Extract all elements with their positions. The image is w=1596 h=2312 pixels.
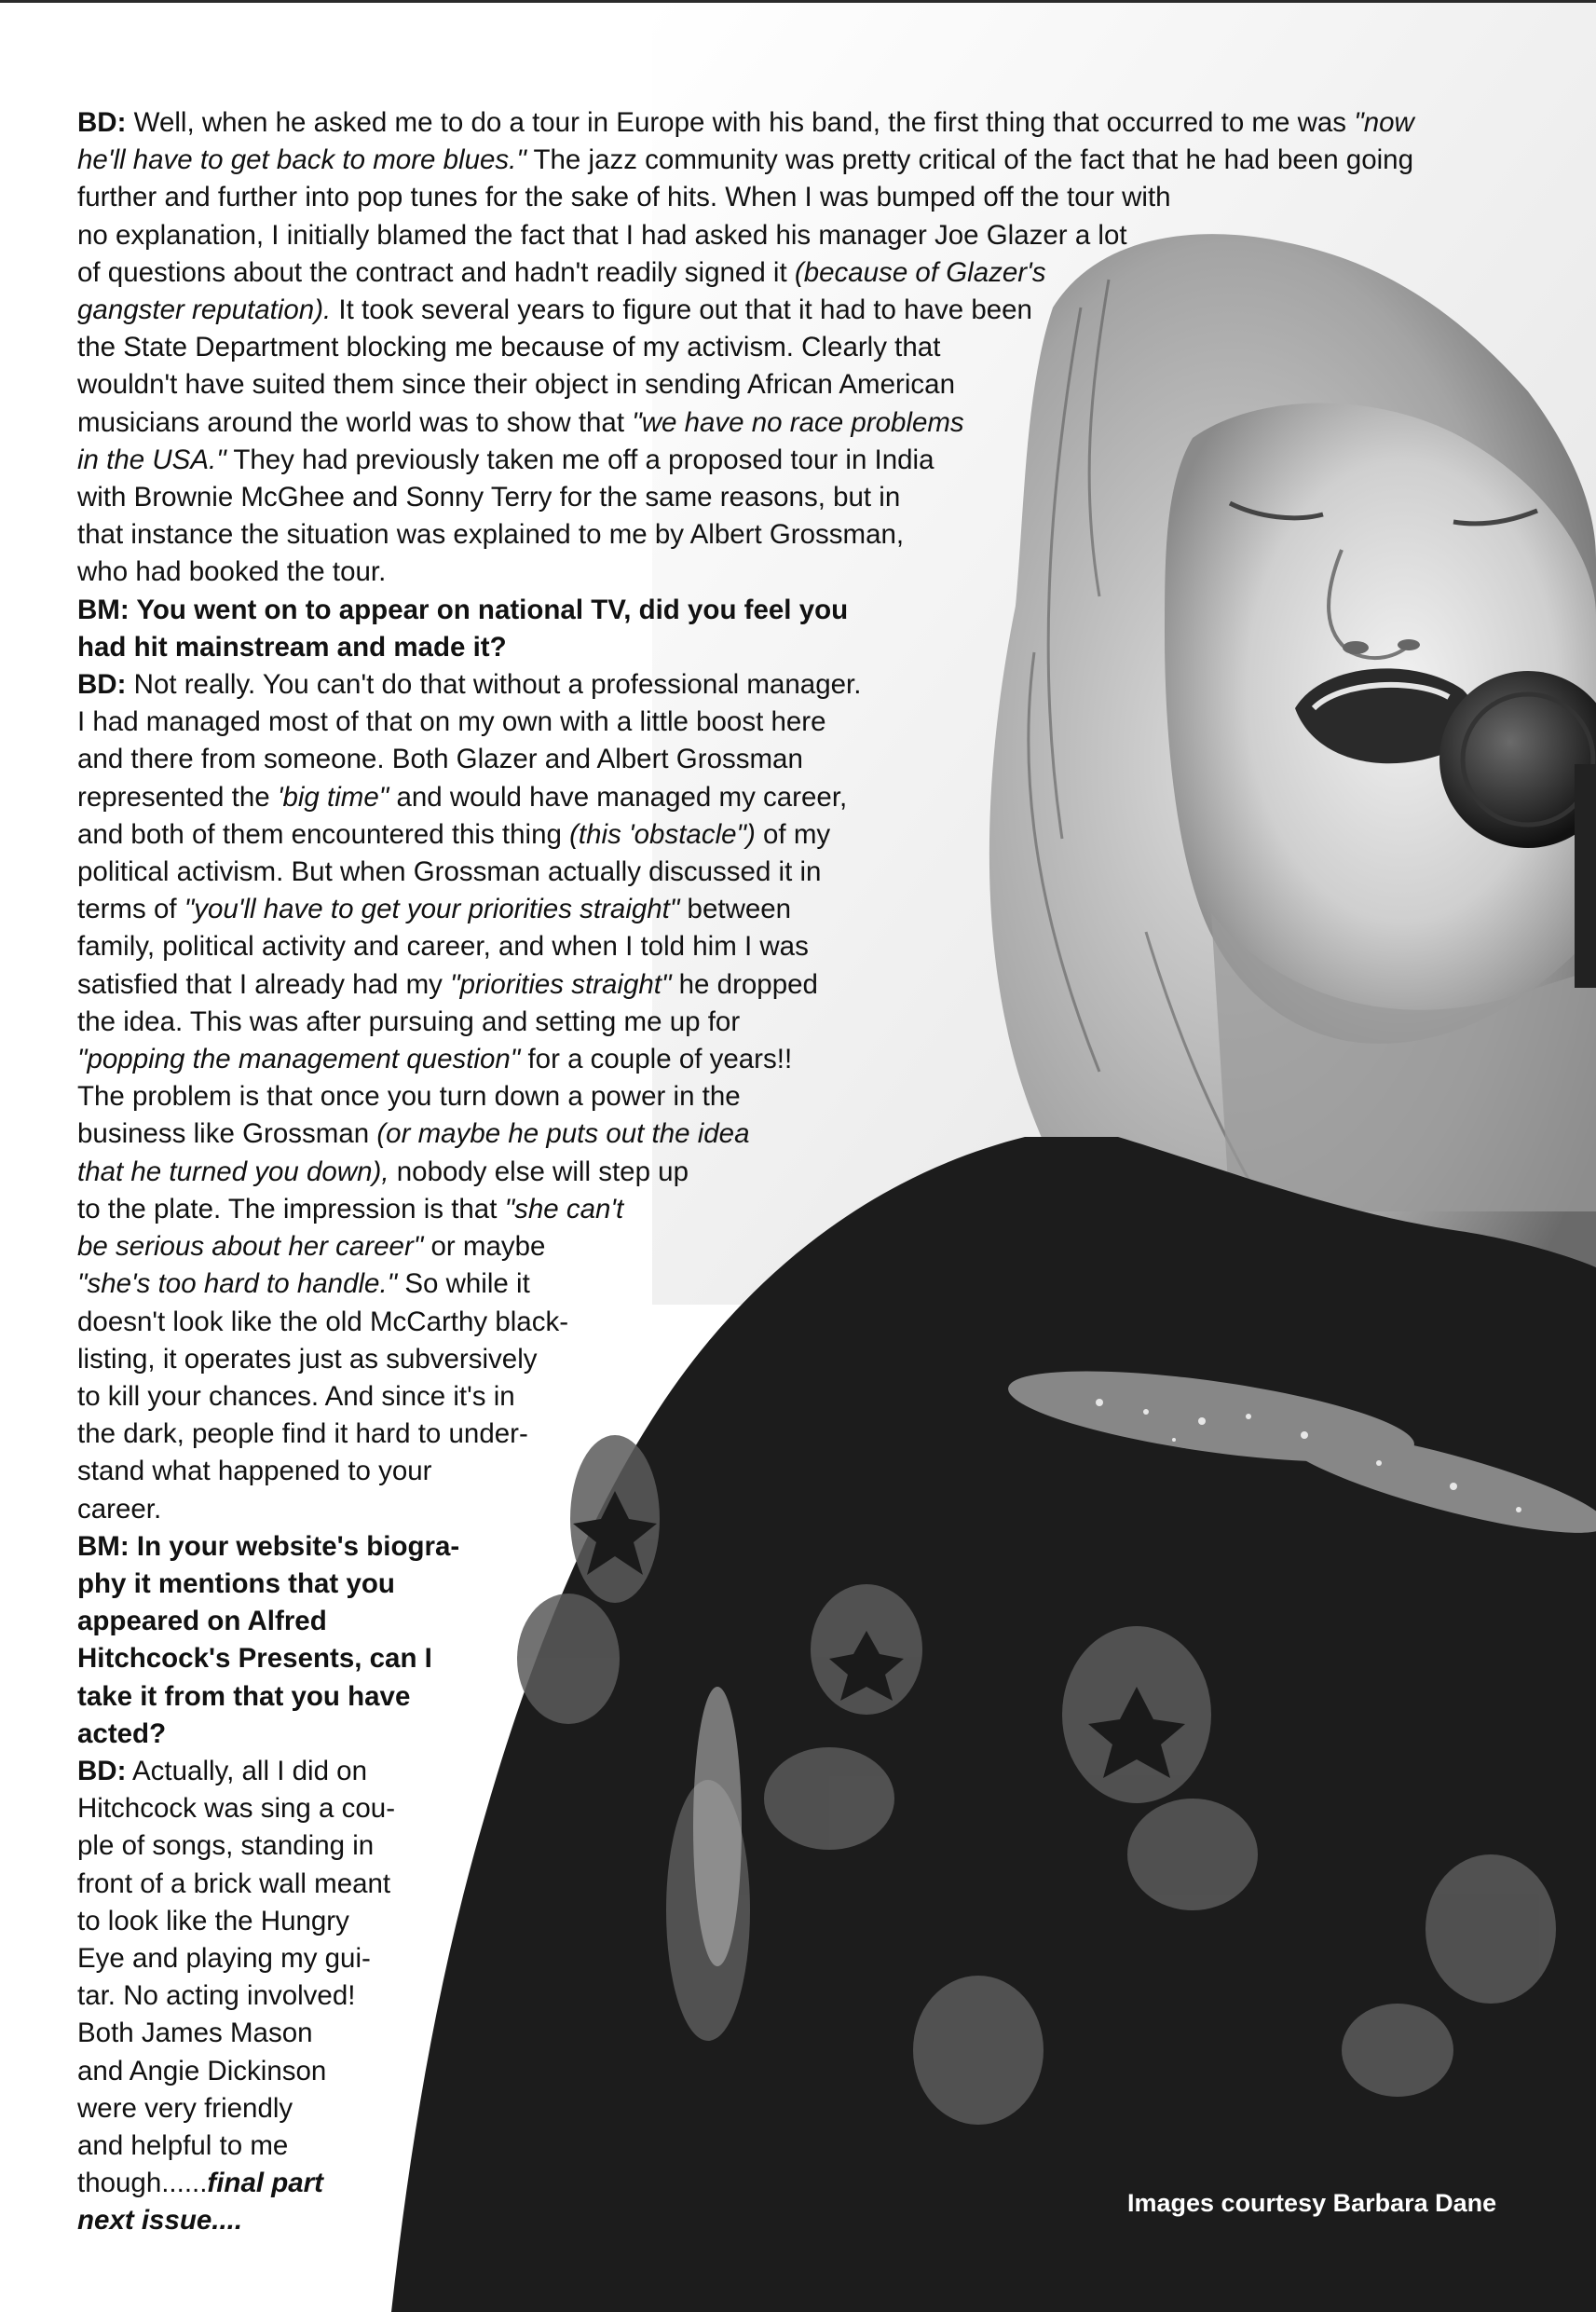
text-segment: though...... <box>77 2168 208 2199</box>
text-line <box>77 816 1494 854</box>
text-segment: 'big time" <box>277 781 389 813</box>
text-segment: BM: In your website's biogra- <box>77 1530 460 1562</box>
text-segment: the idea. This was after pursuing and setting me up for <box>77 1006 741 1037</box>
text-line <box>77 1940 1494 1977</box>
text-line <box>77 516 1494 554</box>
text-segment: appeared on Alfred <box>77 1606 327 1637</box>
text-segment: stand what happened to your <box>77 1456 432 1487</box>
text-line <box>77 442 1494 479</box>
text-segment: ple of songs, standing in <box>77 1830 375 1862</box>
text-segment: "she's too hard to handle." <box>77 1268 398 1300</box>
text-line <box>77 1078 1494 1115</box>
text-segment: "you'll have to get your priorities straight" <box>184 894 680 925</box>
text-line <box>77 1041 1494 1078</box>
text-line <box>77 1378 1494 1416</box>
text-segment: BM: You went on to appear on national TV, did you feel you <box>77 594 849 625</box>
text-segment: satisfied that I already had my <box>77 968 451 1000</box>
text-segment: "popping the management question" <box>77 1044 521 1075</box>
text-segment: terms of <box>77 894 184 925</box>
text-line <box>77 2090 1494 2127</box>
text-line <box>77 1753 1494 1790</box>
text-line <box>77 1566 1494 1603</box>
text-segment: (or maybe he puts out the idea <box>376 1118 750 1150</box>
text-line <box>77 1716 1494 1753</box>
text-segment: were very friendly <box>77 2092 293 2124</box>
text-segment: Actually, all I did on <box>126 1755 367 1786</box>
text-line <box>77 1453 1494 1490</box>
text-line <box>77 1678 1494 1716</box>
text-line <box>77 292 1494 329</box>
text-line <box>77 1004 1494 1041</box>
text-line <box>77 217 1494 254</box>
text-segment: front of a brick wall meant <box>77 1867 391 1899</box>
text-line <box>77 1903 1494 1940</box>
text-segment: "now <box>1354 107 1414 138</box>
text-segment: (because of Glazer's <box>794 256 1046 288</box>
text-segment: So while it <box>397 1268 530 1300</box>
text-line <box>77 1191 1494 1228</box>
text-segment: business like Grossman <box>77 1118 377 1150</box>
text-segment: that he turned you down), <box>77 1156 389 1187</box>
text-line <box>77 1341 1494 1378</box>
text-segment: (this 'obstacle") <box>569 818 756 850</box>
text-line <box>77 592 1494 629</box>
text-line <box>77 854 1494 891</box>
text-line <box>77 554 1494 591</box>
text-segment: to kill your chances. And since it's in <box>77 1380 515 1412</box>
text-segment: the State Department blocking me because of my activism. Clearly that <box>77 332 941 363</box>
text-line <box>77 704 1494 741</box>
text-segment: BD: <box>77 107 127 138</box>
text-line <box>77 2053 1494 2090</box>
text-segment: and helpful to me <box>77 2129 289 2161</box>
text-line <box>77 404 1494 442</box>
text-line <box>77 104 1494 142</box>
text-segment: represented the <box>77 781 278 813</box>
text-segment: of questions about the contract and hadn't readily signed it <box>77 256 795 288</box>
text-segment: with Brownie McGhee and Sonny Terry for the same reasons, but in <box>77 482 901 513</box>
text-segment: the dark, people find it hard to under- <box>77 1418 528 1450</box>
text-segment: gangster reputation). <box>77 294 332 326</box>
text-line <box>77 1528 1494 1566</box>
text-segment: for a couple of years!! <box>520 1044 793 1075</box>
text-segment: to look like the Hungry <box>77 1905 349 1936</box>
text-segment: and there from someone. Both Glazer and Albert Grossman <box>77 744 803 775</box>
text-segment: be serious about her career" <box>77 1231 424 1263</box>
text-segment: take it from that you have <box>77 1680 411 1712</box>
text-line <box>77 1228 1494 1265</box>
text-segment: doesn't look like the old McCarthy black- <box>77 1306 569 1337</box>
top-rule <box>0 0 1596 3</box>
text-line <box>77 179 1494 216</box>
text-line <box>77 741 1494 778</box>
text-line <box>77 254 1494 292</box>
interview-text <box>77 104 1497 2240</box>
text-segment: to the plate. The impression is that <box>77 1193 505 1224</box>
text-segment: he dropped <box>671 968 818 1000</box>
text-segment: had hit mainstream and made it? <box>77 631 507 663</box>
text-segment: next issue.... <box>77 2205 243 2237</box>
text-line <box>77 329 1494 366</box>
text-line <box>77 779 1494 816</box>
text-segment: further and further into pop tunes for the sake of hits. When I was bumped off the tour with <box>77 182 1171 213</box>
text-segment: Not really. You can't do that without a professional manager. <box>126 669 862 701</box>
text-segment: who had booked the tour. <box>77 556 387 588</box>
text-segment: he'll have to get back to more blues." <box>77 144 526 176</box>
text-line <box>77 891 1494 928</box>
text-line <box>77 1790 1494 1827</box>
text-line <box>77 1827 1494 1865</box>
text-line <box>77 629 1494 666</box>
text-segment: final part <box>207 2168 323 2199</box>
text-segment: no explanation, I initially blamed the fact that I had asked his manager Joe Glazer a lot <box>77 219 1127 251</box>
text-segment: family, political activity and career, and when I told him I was <box>77 931 809 963</box>
text-segment: political activism. But when Grossman actually discussed it in <box>77 856 822 888</box>
text-segment: or maybe <box>423 1231 546 1263</box>
text-segment: "we have no race problems <box>632 406 964 438</box>
text-segment: "priorities straight" <box>450 968 672 1000</box>
text-segment: The jazz community was pretty critical of the fact that he had been going <box>525 144 1413 176</box>
text-line <box>77 666 1494 704</box>
text-segment: Hitchcock was sing a cou- <box>77 1793 396 1825</box>
text-line <box>77 1866 1494 1903</box>
text-segment: BD: <box>77 1755 127 1786</box>
text-segment: that instance the situation was explained to me by Albert Grossman, <box>77 519 905 551</box>
text-line <box>77 2127 1494 2165</box>
text-line <box>77 1115 1494 1153</box>
text-segment: career. <box>77 1493 162 1525</box>
text-segment: in the USA." <box>77 444 226 475</box>
text-segment: Well, when he asked me to do a tour in Europe with his band, the first thing that occurred to me was <box>126 107 1355 138</box>
text-line <box>77 2015 1494 2052</box>
text-segment: acted? <box>77 1717 167 1749</box>
text-segment: wouldn't have suited them since their object in sending African American <box>77 369 955 401</box>
text-segment: and both of them encountered this thing <box>77 818 570 850</box>
text-line <box>77 966 1494 1004</box>
text-line <box>77 1265 1494 1303</box>
text-segment: Eye and playing my gui- <box>77 1942 371 1974</box>
text-line <box>77 1640 1494 1677</box>
text-segment: They had previously taken me off a proposed tour in India <box>225 444 934 475</box>
text-segment: It took several years to figure out that it had to have been <box>331 294 1032 326</box>
text-segment: I had managed most of that on my own with a little boost here <box>77 706 826 738</box>
text-line <box>77 1977 1494 2015</box>
text-segment: Both James Mason <box>77 2018 313 2049</box>
text-line <box>77 1304 1494 1341</box>
text-segment: musicians around the world was to show that <box>77 406 633 438</box>
text-line <box>77 928 1494 965</box>
text-segment: of my <box>755 818 831 850</box>
text-line <box>77 1491 1494 1528</box>
text-segment: BD: <box>77 669 127 701</box>
text-segment: tar. No acting involved! <box>77 1980 356 2012</box>
text-segment: The problem is that once you turn down a power in the <box>77 1081 741 1113</box>
image-credit: Images courtesy Barbara Dane <box>1127 2189 1497 2217</box>
text-segment: Hitchcock's Presents, can I <box>77 1643 432 1675</box>
text-line <box>77 1154 1494 1191</box>
text-line <box>77 366 1494 404</box>
text-line <box>77 142 1494 179</box>
text-line <box>77 1603 1494 1640</box>
text-segment: "she can't <box>504 1193 624 1224</box>
text-line <box>77 479 1494 516</box>
text-segment: nobody else will step up <box>389 1156 689 1187</box>
text-line <box>77 1416 1494 1453</box>
text-segment: and Angie Dickinson <box>77 2055 327 2086</box>
text-segment: listing, it operates just as subversively <box>77 1343 538 1375</box>
text-segment: between <box>679 894 792 925</box>
text-segment: phy it mentions that you <box>77 1567 395 1599</box>
text-segment: and would have managed my career, <box>389 781 848 813</box>
